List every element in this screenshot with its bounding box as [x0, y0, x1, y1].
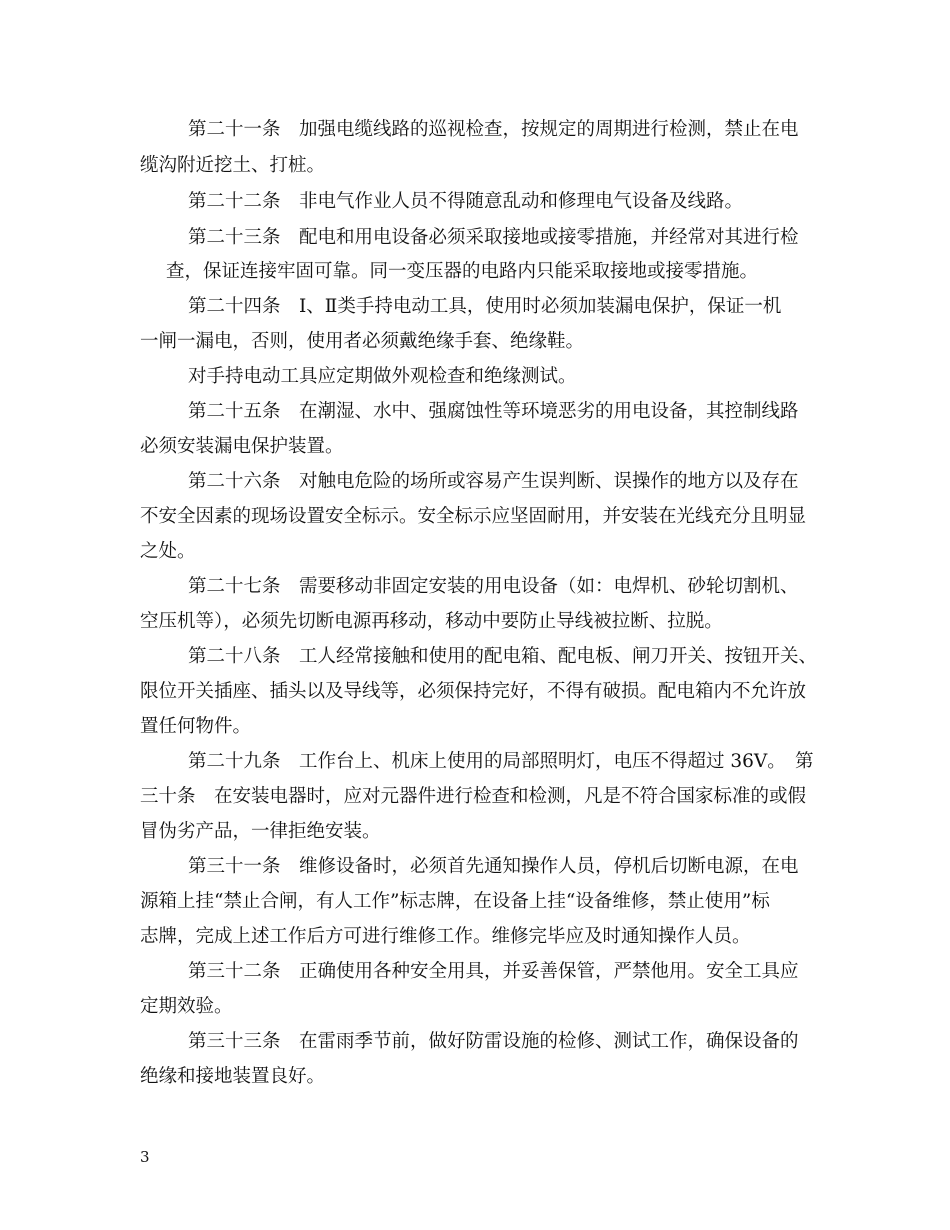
text-line: 一闸一漏电，否则，使用者必须戴绝缘手套、绝缘鞋。: [140, 331, 585, 352]
text-line: 对手持电动工具应定期做外观检查和绝缘测试。: [188, 366, 577, 387]
text-line: 空压机等），必须先切断电源再移动，移动中要防止导线被拉断、拉脱。: [140, 611, 723, 632]
text-line: 查，保证连接牢固可靠。同一变压器的电路内只能采取接地或接零措施。: [166, 261, 759, 282]
text-line: 第二十二条 非电气作业人员不得随意乱动和修理电气设备及线路。: [188, 191, 744, 212]
text-line: 绝缘和接地装置良好。: [140, 1066, 326, 1087]
text-line: 第二十五条 在潮湿、水中、强腐蚀性等环境恶劣的用电设备，其控制线路: [188, 401, 799, 422]
text-line: 缆沟附近挖土、打桩。: [140, 155, 326, 176]
text-line: 第二十一条 加强电缆线路的巡视检查，按规定的周期进行检测，禁止在电: [188, 119, 799, 140]
page-number: 3: [140, 1148, 150, 1166]
text-line: 第三十二条 正确使用各种安全用具，并妥善保管，严禁他用。安全工具应: [188, 961, 799, 982]
text-line: 必须安装漏电保护装置。: [140, 436, 344, 457]
text-line: 不安全因素的现场设置安全标示。安全标示应坚固耐用，并安装在光线充分且明显: [140, 506, 807, 527]
text-line: 第三十三条 在雷雨季节前，做好防雷设施的检修、测试工作，确保设备的: [188, 1031, 799, 1052]
text-line: 源箱上挂“禁止合闸，有人工作”标志牌，在设备上挂“设备维修，禁止使用”标: [140, 891, 770, 912]
text-line: 第二十七条 需要移动非固定安装的用电设备（如：电焊机、砂轮切割机、: [188, 576, 799, 597]
text-line: 三十条 在安装电器时，应对元器件进行检查和检测，凡是不符合国家标准的或假: [140, 786, 807, 807]
text-line: 第二十四条 Ⅰ、Ⅱ类手持电动工具，使用时必须加装漏电保护，保证一机: [188, 296, 782, 317]
text-line: 第二十三条 配电和用电设备必须采取接地或接零措施，并经常对其进行检: [188, 227, 799, 248]
text-line: 置任何物件。: [140, 716, 252, 737]
text-line: 冒伪劣产品，一律拒绝安装。: [140, 821, 381, 842]
text-line: 第二十八条 工人经常接触和使用的配电箱、配电板、闸刀开关、按钮开关、: [188, 646, 818, 667]
text-line: 第二十六条 对触电危险的场所或容易产生误判断、误操作的地方以及存在: [188, 471, 799, 492]
text-line: 之处。: [140, 541, 196, 562]
text-line: 定期效验。: [140, 996, 233, 1017]
text-line: 第二十九条 工作台上、机床上使用的局部照明灯，电压不得超过 36V。 第: [188, 751, 814, 772]
text-line: 志牌，完成上述工作后方可进行维修工作。维修完毕应及时通知操作人员。: [140, 926, 751, 947]
text-line: 第三十一条 维修设备时，必须首先通知操作人员，停机后切断电源，在电: [188, 856, 799, 877]
text-line: 限位开关插座、插头以及导线等，必须保持完好，不得有破损。配电箱内不允许放: [140, 681, 807, 702]
